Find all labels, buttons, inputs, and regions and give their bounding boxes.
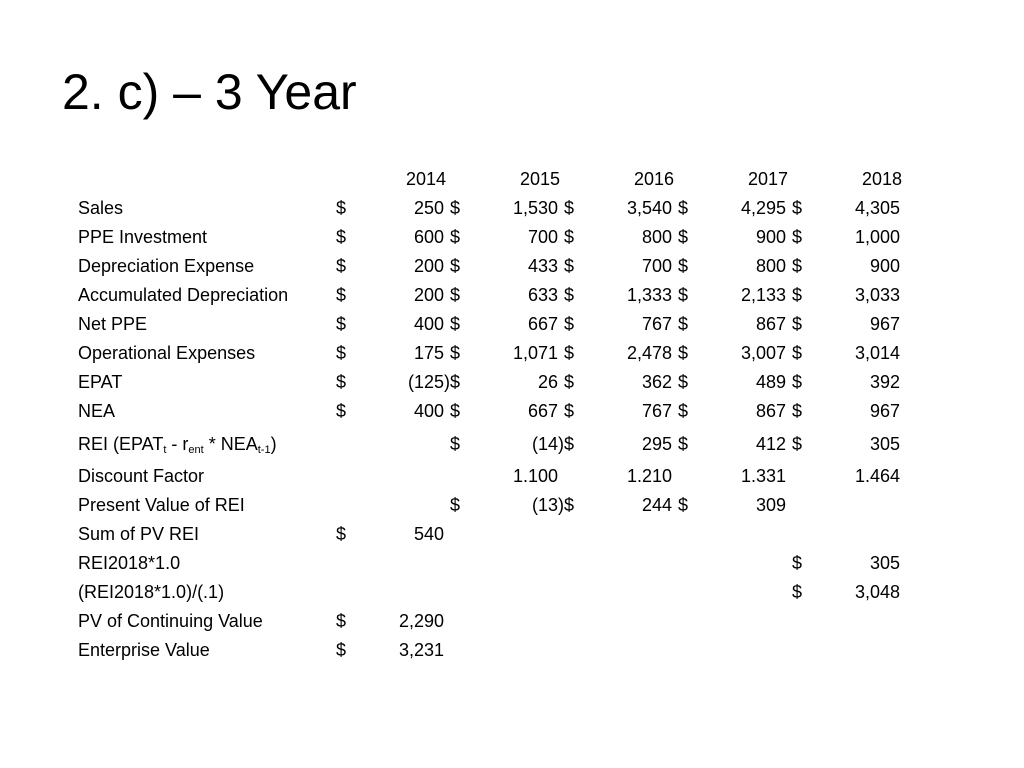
value-cell xyxy=(470,607,564,636)
value-cell xyxy=(698,520,792,549)
year-header: 2014 xyxy=(405,169,446,189)
currency-symbol: $ xyxy=(678,343,689,363)
financial-table xyxy=(78,165,906,665)
value-cell: 1,333 xyxy=(626,285,672,305)
value-cell xyxy=(584,636,678,665)
label-subscript: ent xyxy=(188,443,204,456)
value-cell: 175 xyxy=(413,343,444,363)
currency-symbol: $ xyxy=(336,372,347,392)
table-row xyxy=(78,549,906,578)
value-cell: 967 xyxy=(869,401,900,421)
value-cell: 1,071 xyxy=(512,343,558,363)
value-cell xyxy=(698,578,792,607)
row-label: Enterprise Value xyxy=(78,640,210,660)
currency-symbol: $ xyxy=(678,401,689,421)
value-cell: 900 xyxy=(869,256,900,276)
value-cell: 2,133 xyxy=(740,285,786,305)
row-label: (REI2018*1.0)/(.1) xyxy=(78,582,225,602)
currency-symbol: $ xyxy=(564,372,575,392)
row-label: Operational Expenses xyxy=(78,343,256,363)
value-cell xyxy=(584,549,678,578)
value-cell: 900 xyxy=(755,227,786,247)
value-cell: 800 xyxy=(755,256,786,276)
currency-symbol xyxy=(564,578,584,607)
row-label: PV of Continuing Value xyxy=(78,611,263,631)
currency-symbol xyxy=(450,607,470,636)
row-label: EPAT xyxy=(78,372,123,392)
currency-symbol xyxy=(564,607,584,636)
value-cell: 400 xyxy=(413,314,444,334)
table-row xyxy=(78,252,906,281)
value-cell: 362 xyxy=(641,372,672,392)
currency-symbol: $ xyxy=(678,372,689,392)
value-cell: 867 xyxy=(755,314,786,334)
currency-symbol xyxy=(792,520,812,549)
value-cell: 667 xyxy=(527,401,558,421)
currency-symbol: $ xyxy=(792,401,803,421)
currency-symbol: $ xyxy=(564,227,575,247)
value-cell: 489 xyxy=(755,372,786,392)
currency-symbol: $ xyxy=(564,495,575,515)
currency-symbol xyxy=(792,607,812,636)
value-cell: 4,295 xyxy=(740,198,786,218)
value-cell xyxy=(356,426,450,462)
value-cell: 600 xyxy=(413,227,444,247)
value-cell: 800 xyxy=(641,227,672,247)
value-cell: 3,048 xyxy=(854,582,900,602)
currency-symbol: $ xyxy=(792,433,803,454)
value-cell: 767 xyxy=(641,314,672,334)
currency-symbol xyxy=(678,636,698,665)
value-cell: 309 xyxy=(755,495,786,515)
label-part: * NEA xyxy=(203,433,258,454)
value-cell: 3,007 xyxy=(740,343,786,363)
currency-symbol: $ xyxy=(336,524,347,544)
currency-symbol: $ xyxy=(450,433,461,454)
currency-symbol xyxy=(792,636,812,665)
table-row xyxy=(78,223,906,252)
currency-symbol xyxy=(450,578,470,607)
value-cell: 3,033 xyxy=(854,285,900,305)
row-label: Accumulated Depreciation xyxy=(78,285,289,305)
currency-symbol: $ xyxy=(450,314,461,334)
currency-symbol: $ xyxy=(336,343,347,363)
currency-symbol: $ xyxy=(678,227,689,247)
label-part: REI (EPAT xyxy=(78,433,164,454)
value-cell: 305 xyxy=(869,553,900,573)
table-row xyxy=(78,636,906,665)
value-cell: 200 xyxy=(413,285,444,305)
currency-symbol: $ xyxy=(564,256,575,276)
currency-symbol xyxy=(450,462,470,491)
currency-symbol: $ xyxy=(792,285,803,305)
value-cell: 1.331 xyxy=(740,466,786,486)
currency-symbol: $ xyxy=(564,285,575,305)
currency-symbol xyxy=(564,462,584,491)
value-cell: 3,540 xyxy=(626,198,672,218)
currency-symbol: $ xyxy=(450,401,461,421)
table-row xyxy=(78,194,906,223)
table-header xyxy=(78,165,906,194)
header-label-cell xyxy=(78,165,336,194)
label-part: - r xyxy=(166,433,189,454)
currency-symbol: $ xyxy=(792,582,803,602)
table-row xyxy=(78,397,906,426)
currency-symbol xyxy=(678,578,698,607)
value-cell xyxy=(584,607,678,636)
value-cell xyxy=(470,520,564,549)
table-row xyxy=(78,607,906,636)
value-cell: 400 xyxy=(413,401,444,421)
currency-symbol: $ xyxy=(336,314,347,334)
value-cell xyxy=(812,607,906,636)
value-cell: (125) xyxy=(407,372,450,392)
currency-symbol: $ xyxy=(792,227,803,247)
value-cell: 1.210 xyxy=(626,466,672,486)
currency-symbol: $ xyxy=(792,553,803,573)
currency-symbol: $ xyxy=(678,495,689,515)
value-cell: 1.464 xyxy=(854,466,900,486)
value-cell: 700 xyxy=(527,227,558,247)
currency-symbol: $ xyxy=(678,198,689,218)
currency-symbol xyxy=(678,462,698,491)
currency-symbol xyxy=(792,462,812,491)
currency-symbol xyxy=(792,491,812,520)
value-cell: 1.100 xyxy=(512,466,558,486)
currency-symbol xyxy=(336,426,356,462)
row-label: Depreciation Expense xyxy=(78,256,255,276)
table-row xyxy=(78,578,906,607)
value-cell: 412 xyxy=(755,433,786,454)
currency-symbol: $ xyxy=(450,256,461,276)
currency-symbol: $ xyxy=(336,285,347,305)
currency-symbol: $ xyxy=(336,256,347,276)
currency-symbol: $ xyxy=(336,198,347,218)
value-cell xyxy=(698,636,792,665)
value-cell: 540 xyxy=(413,524,444,544)
currency-symbol: $ xyxy=(678,314,689,334)
currency-symbol: $ xyxy=(336,640,347,660)
value-cell xyxy=(584,520,678,549)
value-cell: 3,014 xyxy=(854,343,900,363)
currency-symbol xyxy=(336,549,356,578)
value-cell xyxy=(584,578,678,607)
table-row xyxy=(78,462,906,491)
currency-symbol xyxy=(450,549,470,578)
year-header-row xyxy=(78,165,906,194)
value-cell: (13) xyxy=(531,495,564,515)
row-label: PPE Investment xyxy=(78,227,208,247)
currency-symbol: $ xyxy=(678,256,689,276)
value-cell: 244 xyxy=(641,495,672,515)
table-row xyxy=(78,491,906,520)
currency-symbol xyxy=(678,520,698,549)
value-cell: 700 xyxy=(641,256,672,276)
currency-symbol: $ xyxy=(792,256,803,276)
row-label: Discount Factor xyxy=(78,466,205,486)
label-part: ) xyxy=(270,433,277,454)
currency-symbol: $ xyxy=(792,198,803,218)
year-header: 2015 xyxy=(519,169,560,189)
value-cell xyxy=(470,549,564,578)
currency-symbol: $ xyxy=(450,495,461,515)
currency-symbol xyxy=(678,549,698,578)
label-subscript: t-1 xyxy=(257,443,271,456)
value-cell: 4,305 xyxy=(854,198,900,218)
currency-symbol: $ xyxy=(336,611,347,631)
value-cell xyxy=(356,578,450,607)
currency-symbol xyxy=(678,607,698,636)
row-label xyxy=(78,426,336,462)
value-cell: 26 xyxy=(537,372,558,392)
table-row xyxy=(78,368,906,397)
value-cell: 295 xyxy=(641,433,672,454)
currency-symbol xyxy=(336,578,356,607)
year-header: 2018 xyxy=(861,169,902,189)
value-cell: 200 xyxy=(413,256,444,276)
currency-symbol: $ xyxy=(564,433,575,454)
value-cell: 867 xyxy=(755,401,786,421)
table-row xyxy=(78,426,906,462)
table-row xyxy=(78,520,906,549)
value-cell: 667 xyxy=(527,314,558,334)
table-row xyxy=(78,310,906,339)
currency-symbol xyxy=(336,462,356,491)
currency-symbol: $ xyxy=(450,227,461,247)
row-label: Net PPE xyxy=(78,314,148,334)
currency-symbol: $ xyxy=(678,433,689,454)
row-label: Sum of PV REI xyxy=(78,524,200,544)
currency-symbol: $ xyxy=(336,401,347,421)
currency-symbol: $ xyxy=(678,285,689,305)
value-cell xyxy=(812,636,906,665)
year-header: 2016 xyxy=(633,169,674,189)
value-cell: 305 xyxy=(869,433,900,454)
value-cell xyxy=(356,462,450,491)
value-cell xyxy=(470,578,564,607)
table-body xyxy=(78,194,906,665)
value-cell: 3,231 xyxy=(398,640,444,660)
currency-symbol: $ xyxy=(450,285,461,305)
currency-symbol xyxy=(564,549,584,578)
value-cell xyxy=(356,491,450,520)
row-label: NEA xyxy=(78,401,116,421)
value-cell xyxy=(356,549,450,578)
value-cell: 1,000 xyxy=(854,227,900,247)
value-cell xyxy=(812,520,906,549)
currency-symbol xyxy=(564,520,584,549)
table-row xyxy=(78,281,906,310)
value-cell: 392 xyxy=(869,372,900,392)
currency-symbol: $ xyxy=(792,314,803,334)
currency-symbol: $ xyxy=(450,198,461,218)
value-cell: 250 xyxy=(413,198,444,218)
value-cell: 2,478 xyxy=(626,343,672,363)
value-cell xyxy=(698,607,792,636)
currency-symbol: $ xyxy=(336,227,347,247)
row-label: Present Value of REI xyxy=(78,495,245,515)
value-cell: 2,290 xyxy=(398,611,444,631)
value-cell: 433 xyxy=(527,256,558,276)
value-cell xyxy=(812,491,906,520)
slide-title: 2. c) – 3 Year xyxy=(62,64,357,120)
currency-symbol: $ xyxy=(564,343,575,363)
value-cell: 633 xyxy=(527,285,558,305)
value-cell xyxy=(470,636,564,665)
table-row xyxy=(78,339,906,368)
currency-symbol: $ xyxy=(792,372,803,392)
value-cell: 967 xyxy=(869,314,900,334)
currency-symbol xyxy=(450,520,470,549)
currency-symbol: $ xyxy=(564,198,575,218)
value-cell: 767 xyxy=(641,401,672,421)
value-cell: 1,530 xyxy=(512,198,558,218)
currency-symbol xyxy=(336,491,356,520)
year-header: 2017 xyxy=(747,169,788,189)
currency-symbol xyxy=(450,636,470,665)
label-subscript: t xyxy=(163,443,167,456)
currency-symbol: $ xyxy=(564,314,575,334)
currency-symbol: $ xyxy=(450,372,461,392)
currency-symbol: $ xyxy=(450,343,461,363)
currency-symbol: $ xyxy=(792,343,803,363)
value-cell xyxy=(698,549,792,578)
currency-symbol: $ xyxy=(564,401,575,421)
currency-symbol xyxy=(564,636,584,665)
row-label: REI2018*1.0 xyxy=(78,553,181,573)
value-cell: (14) xyxy=(531,433,564,454)
row-label: Sales xyxy=(78,198,124,218)
